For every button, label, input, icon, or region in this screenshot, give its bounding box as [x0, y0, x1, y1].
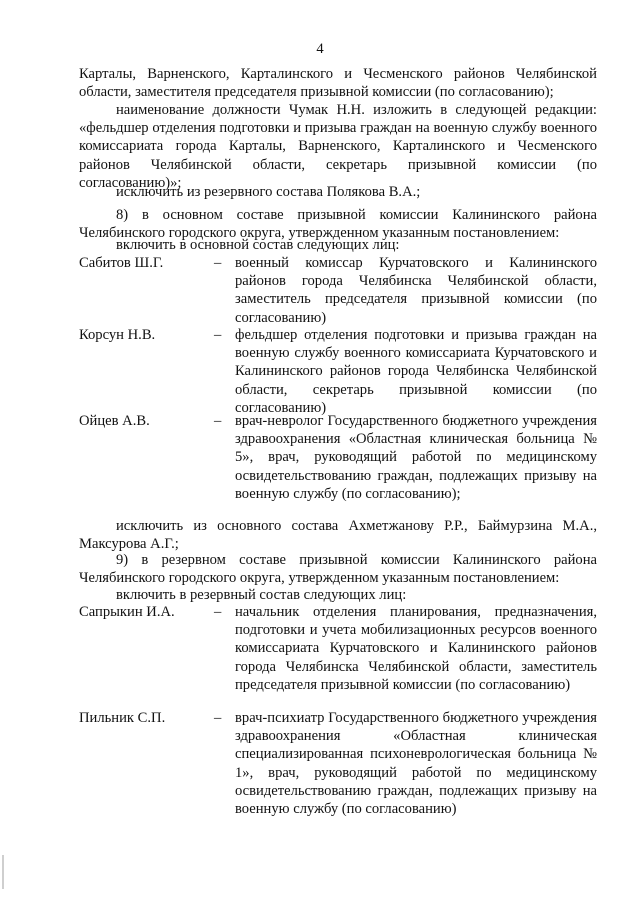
include-reserve-paragraph — [79, 586, 597, 604]
exclude-main-text: исключить из основного состава Ахметжанову Р.Р., Баймурзина М.А., Максурова А.Г.; — [79, 518, 597, 553]
include-main-paragraph — [79, 236, 597, 254]
item-8-text: 8) в основном составе призывной комиссии Калининского района Челябинского городского округа, утвержденном указанным постановлением: — [79, 207, 597, 242]
member-dash: – — [214, 710, 222, 726]
chumak-paragraph — [79, 101, 597, 192]
exclude-reserve-text: исключить из резервного состава Полякова В.А.; — [116, 184, 421, 200]
exclude-reserve-paragraph — [79, 183, 597, 201]
item-9-paragraph — [79, 551, 597, 587]
member-name: Пильник С.П. — [79, 710, 166, 726]
intro-paragraph — [79, 65, 597, 101]
member-description: военный комиссар Курчатовского и Калининского районов города Челябинска Челябинской области, заместитель председателя призывной комиссии (по согласованию) — [235, 255, 597, 326]
page-number: 4 — [316, 41, 324, 57]
intro-text: Карталы, Варненского, Карталинского и Чесменского районов Челябинской области, заместителя председателя призывной комиссии (по согласованию); — [79, 66, 597, 101]
member-description: фельдшер отделения подготовки и призыва граждан на военную службу военного комиссариата Курчатовского и Калининского районов города Челябинска Челябинской области, секретарь призывной комиссии (по согласованию) — [235, 327, 597, 416]
member-dash: – — [214, 327, 222, 343]
member-dash: – — [214, 413, 222, 429]
exclude-main-paragraph — [79, 517, 597, 553]
include-reserve-text: включить в резервный состав следующих лиц: — [116, 587, 407, 603]
item-9-text: 9) в резервном составе призывной комиссии Калининского района Челябинского городского округа, утвержденном указанным постановлением: — [79, 552, 597, 587]
member-description: начальник отделения планирования, предназначения, подготовки и учета мобилизационных ресурсов военного комиссариата Курчатовского и Калининского районов города Челябинска Челябинской области, заместитель председателя призывной комиссии (по согласованию) — [235, 604, 597, 693]
chumak-text: наименование должности Чумак Н.Н. изложить в следующей редакции: «фельдшер отделения подготовки и призыва граждан на военную службу военного комиссариата города Карталы, Варненского, Карталинского и Чесменского районов Челябинской области, секретарь призывной комиссии (по согласованию)»; — [79, 102, 597, 191]
member-dash: – — [214, 255, 222, 271]
member-description: врач-психиатр Государственного бюджетного учреждения здравоохранения «Областная клиническая специализированная психоневрологическая больница № 1», врач, руководящий работой по медицинскому освидетельствованию граждан, подлежащих призыву на военную службу (по согласованию) — [235, 710, 597, 818]
member-name: Ойцев А.В. — [79, 413, 150, 429]
include-main-text: включить в основной состав следующих лиц: — [116, 237, 400, 253]
member-dash: – — [214, 604, 222, 620]
member-name: Сабитов Ш.Г. — [79, 255, 164, 271]
member-name: Корсун Н.В. — [79, 327, 156, 343]
member-name: Сапрыкин И.А. — [79, 604, 175, 620]
scan-edge-mark — [2, 855, 4, 889]
member-description: врач-невролог Государственного бюджетного учреждения здравоохранения «Областная клиническая больница № 5», врач, руководящий работой по медицинскому освидетельствованию граждан, подлежащих призыву на военную службу (по согласованию); — [235, 413, 597, 502]
